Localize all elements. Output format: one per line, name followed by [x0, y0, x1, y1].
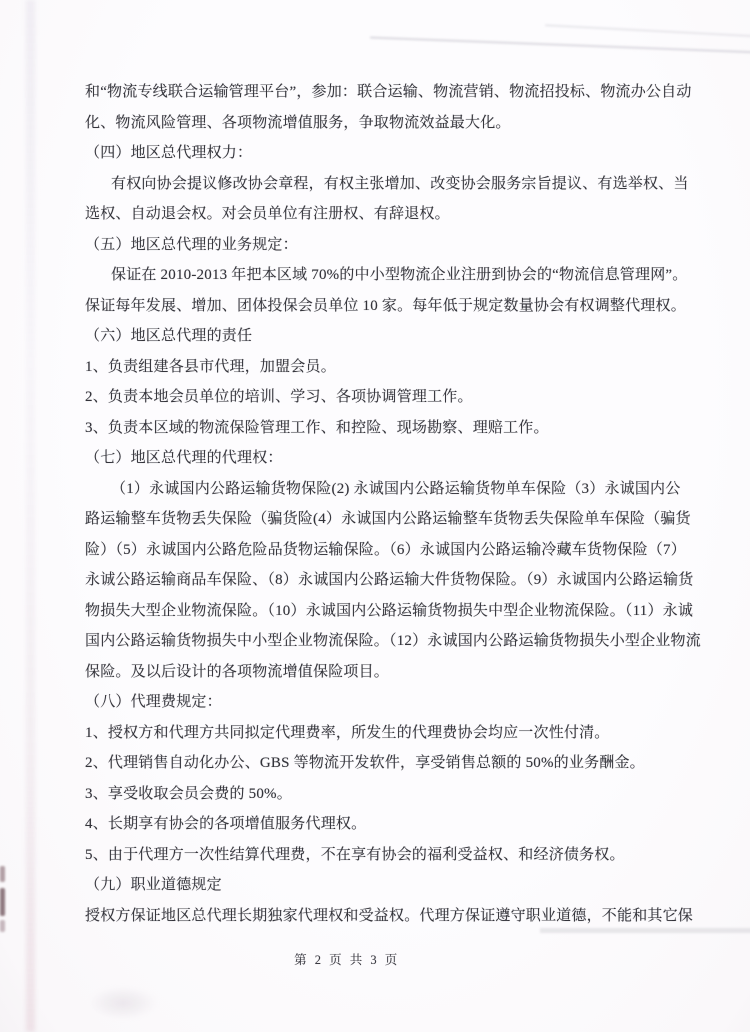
section-heading: （七）地区总代理的代理权： — [85, 450, 283, 466]
document-line: 化、物流风险管理、各项物流增值服务，争取物流效益最大化。 — [85, 114, 511, 131]
document-line: （1）永诚国内公路运输货物保险(2) 永诚国内公路运输货物单车保险（3）永诚国内公 — [111, 480, 681, 497]
scan-edge-mark — [0, 888, 5, 916]
list-item: 1、负责组建各县市代理，加盟会员。 — [85, 358, 336, 375]
list-item: 3、负责本区域的物流保险管理工作、和控险、现场勘察、理赔工作。 — [85, 419, 549, 436]
list-item: 2、代理销售自动化办公、GBS 等物流开发软件，享受销售总额的 50%的业务酬金。 — [85, 755, 645, 771]
document-line: 物损失大型企业物流保险。（10）永诚国内公路运输货物损失中型企业物流保险。（11）永诚 — [85, 602, 694, 619]
list-item: 4、长期享有协会的各项增值服务代理权。 — [85, 816, 367, 832]
document-body — [85, 77, 705, 931]
document-line: 险）（5）永诚国内公路危险品货物运输保险。（6）永诚国内公路运输冷藏车货物保险（7） — [85, 541, 686, 558]
scan-smudge — [88, 986, 158, 1020]
document-line: 选权、自动退会权。对会员单位有注册权、有辞退权。 — [85, 206, 450, 222]
document-line: 有权向协会提议修改协会章程，有权主张增加、改变协会服务宗旨提议、有选举权、当 — [111, 175, 689, 192]
section-heading: （九）职业道德规定 — [85, 877, 222, 893]
scan-crease — [370, 37, 750, 54]
scan-edge-mark — [0, 866, 5, 882]
scan-crease — [545, 24, 750, 38]
section-heading: （八）代理费规定： — [85, 694, 222, 710]
list-item: 1、授权方和代理方共同拟定代理费率，所发生的代理费协会均应一次性付清。 — [85, 724, 610, 741]
document-line: 路运输整车货物丢失保险（骗货险(4）永诚国内公路运输整车货物丢失保险单车保险（骗货 — [85, 511, 691, 527]
section-heading: （四）地区总代理权力： — [85, 145, 253, 161]
scan-edge-mark — [0, 920, 5, 932]
document-line: 保证每年发展、增加、团体投保会员单位 10 家。每年低于规定数量协会有权调整代理权。 — [85, 297, 686, 314]
section-heading: （六）地区总代理的责任 — [85, 328, 253, 344]
section-heading: （五）地区总代理的业务规定： — [85, 236, 298, 253]
document-line: 授权方保证地区总代理长期独家代理权和受益权。代理方保证遵守职业道德，不能和其它保 — [85, 907, 694, 924]
document-line: 国内公路运输货物损失中小型企业物流保险。（12）永诚国内公路运输货物损失小型企业物流 — [85, 633, 701, 649]
list-item: 5、由于代理方一次性结算代理费，不在享有协会的福利受益权、和经济债务权。 — [85, 846, 625, 863]
document-line: 和“物流专线联合运输管理平台”，参加：联合运输、物流营销、物流招投标、物流办公自动 — [85, 84, 692, 100]
document-line: 永诚公路运输商品车保险、（8）永诚国内公路运输大件货物保险。（9）永诚国内公路运输货 — [85, 572, 694, 588]
document-line: 保证在 2010-2013 年把本区域 70%的中小型物流企业注册到协会的“物流信息管理网”。 — [111, 267, 688, 283]
list-item: 2、负责本地会员单位的培训、学习、各项协调管理工作。 — [85, 389, 473, 405]
page-number-footer: 第 2 页 共 3 页 — [294, 953, 400, 967]
document-line: 保险。及以后设计的各项物流增值保险项目。 — [85, 663, 390, 680]
scan-streak-left — [26, 0, 35, 1032]
list-item: 3、享受收取会员会费的 50%。 — [85, 785, 292, 802]
